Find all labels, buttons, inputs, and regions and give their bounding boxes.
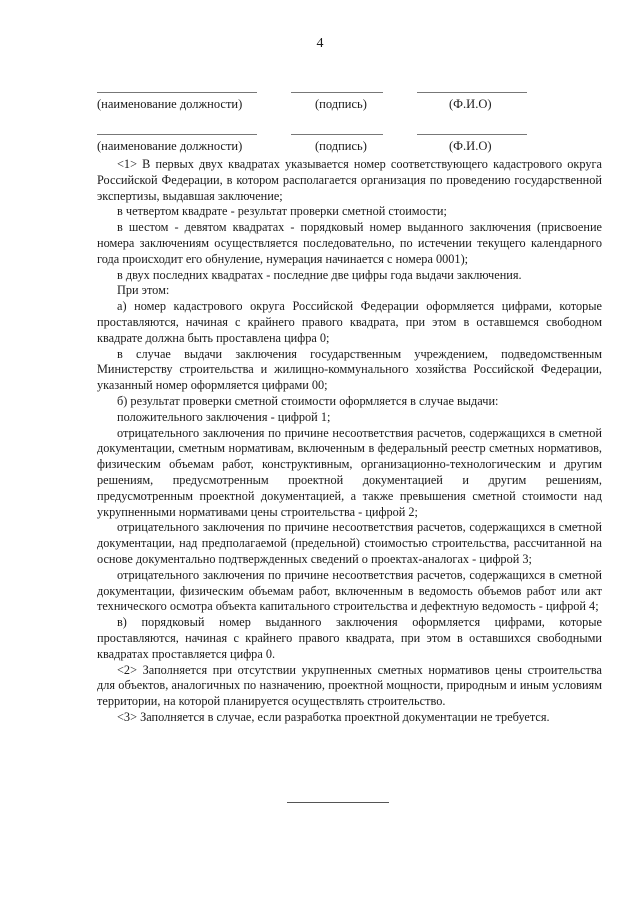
signature-row: [97, 92, 527, 122]
signature-line: [291, 92, 383, 93]
signature-caption: (подпись): [315, 97, 367, 111]
footnote-1: <1> В первых двух квадратах указывается номер соответствующего кадастрового округа Российской Федерации, в котором располагается организация по проведению государственной экспертизы, выдавшая заключение;: [97, 157, 602, 203]
page-number: 4: [316, 36, 324, 51]
signature-caption: (подпись): [315, 139, 367, 153]
paragraph: отрицательного заключения по причине несоответствия расчетов, содержащихся в сметной документации, над предполагаемой (предельной) стоимостью строительства, рассчитанной на основе документально подтвержденных сведений о проектах-аналогах - цифрой 3;: [97, 520, 602, 566]
paragraph: в двух последних квадратах - последние две цифры года выдачи заключения.: [117, 267, 522, 282]
paragraph: в случае выдачи заключения государственным учреждением, подведомственным Министерству строительства и жилищно-коммунального хозяйства Российской Федерации, указанный номер оформляется цифрами 00;: [97, 346, 602, 393]
name-caption: (Ф.И.О): [449, 139, 492, 153]
position-caption: (наименование должности): [97, 139, 243, 153]
paragraph: б) результат проверки сметной стоимости оформляется в случае выдачи:: [117, 393, 499, 408]
paragraph: а) номер кадастрового округа Российской Федерации оформляется цифрами, которые проставляются, начиная с крайнего правого квадрата, при этом в оставшемся свободном квадрате должна быть проставлена цифра 0;: [97, 299, 602, 345]
name-caption: (Ф.И.О): [449, 97, 492, 111]
position-caption: (наименование должности): [97, 97, 243, 111]
footnotes-body: [97, 157, 602, 726]
position-line: [97, 92, 257, 93]
position-line: [97, 134, 257, 135]
signature-line: [291, 134, 383, 135]
name-line: [417, 92, 527, 93]
footnote-2: <2> Заполняется при отсутствии укрупненных сметных нормативов цены строительства для объектов, аналогичных по назначению, проектной мощности, природным и иным условиям территории, на которой планируется осуществлять строительство.: [97, 662, 602, 709]
name-line: [417, 134, 527, 135]
end-rule: [287, 802, 389, 803]
paragraph: в) порядковый номер выданного заключения оформляется цифрами, которые проставляются, начиная с крайнего правого квадрата, при этом в оставшихся свободными квадратах проставляется цифра 0.: [97, 615, 602, 661]
footnote-3: <3> Заполняется в случае, если разработка проектной документации не требуется.: [117, 709, 550, 724]
paragraph: отрицательного заключения по причине несоответствия расчетов, содержащихся в сметной документации, физическим объемам работ, включенным в ведомость объемов работ или акт технического осмотра объекта капитального строительства и дефектную ведомость - цифрой 4;: [97, 567, 602, 614]
paragraph: в четвертом квадрате - результат проверки сметной стоимости;: [117, 204, 447, 219]
paragraph: отрицательного заключения по причине несоответствия расчетов, содержащихся в сметной документации, сметным нормативам, включенным в федеральный реестр сметных нормативов, физическим объемам работ, конструктивным, организационно-технологическим и другим решениям, предусмотренным проектной документацией и другим решениям, предусмотренным проектной документацией, а также превышения сметной стоимости над укрупненными нормативами цены строительства - цифрой 2;: [97, 425, 602, 519]
paragraph: в шестом - девятом квадратах - порядковый номер выданного заключения (присвоение номера заключениям осуществляется последовательно, по истечении текущего календарного года происходит его обнуление, нумерация начинается с номера 0001);: [97, 220, 602, 266]
paragraph: положительного заключения - цифрой 1;: [117, 409, 331, 424]
paragraph: При этом:: [117, 283, 170, 298]
